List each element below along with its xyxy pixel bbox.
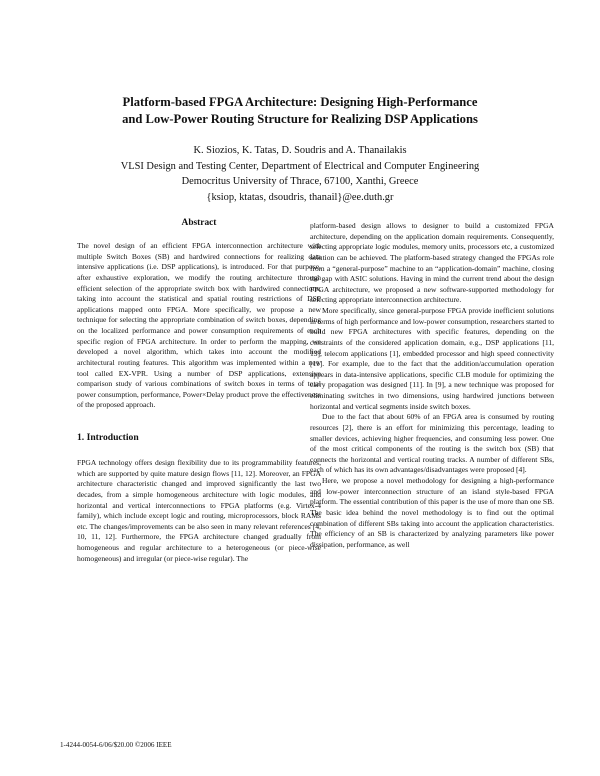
abstract-text: The novel design of an efficient FPGA interconnection architecture with multiple Switch Boxes (SB) and hardwired connections for realizing data intensive applications (i.e. DSP applications), is introduced. For that purpose, after exhaustive exploration, we modify the routing architecture through efficient selection of the appropriate switch box with hardwired connections, taking into account the statistical and spatial routing restrictions of DSP applications mapped onto FPGA. More specifically, we propose a new technique for selecting the appropriate combination of switch boxes, depending on the localized performance and power consumption requirements of each specific region of FPGA architecture. In order to perform the mapping, we developed a novel algorithm, which takes into account the modified architectural routing features. This algorithm was implemented within a new tool called EX-VPR. Using a number of DSP applications, extensive comparison study of various combinations of switch boxes in terms of total power consumption, performance, Power×Delay product prove the effectiveness of the proposed approach. (77, 241, 321, 410)
left-column (77, 217, 321, 564)
introduction-heading: 1. Introduction (77, 432, 139, 443)
intro-paragraph-2: platform-based design allows to designer to build a customized FPGA architecture, depending on the application domain requirements. Consequently, selecting appropriate logic modules, memory units, processors etc, a customized solution can be achieved. The platform-based strategy changed the FPGAs role from a “general-purpose” machine to an “application-domain” machine, closing the gap with ASIC solutions. Having in mind the current trend about the design FPGA architecture, we proposed a new software-supported methodology for selecting appropriate interconnection architecture. (310, 221, 554, 305)
author-university: Democritus University of Thrace, 67100, Xanthi, Greece (181, 176, 419, 187)
intro-paragraph-1: FPGA technology offers design flexibility due to its programmability features, which are supported by quite mature design flows [11, 12]. Moreover, an FPGA architecture characteristic changed and improved significantly the last two decades, from a simple homogeneous architecture with logic modules, and horizontal and vertical interconnections to FPGA platforms (e.g. Virtex-4 family), which include except logic and routing, microprocessors, block RAMs etc. The changes/improvements can be also seen in many relevant references [4, 10, 11, 12]. Furthermore, the FPGA architecture changed gradually from homogeneous and regular architecture to a heterogeneous (or piece-wise homogeneous) and irregular (or piece-wise regular). The (77, 458, 321, 563)
abstract-heading: Abstract (181, 218, 217, 228)
author-names: K. Siozios, K. Tatas, D. Soudris and A. Thanailakis (193, 145, 407, 156)
title-line-1: Platform-based FPGA Architecture: Designing High-Performance (122, 95, 478, 109)
author-affiliation: VLSI Design and Testing Center, Department of Electrical and Computer Engineering (120, 160, 480, 172)
author-block (60, 143, 540, 205)
author-emails: {ksiop, ktatas, dsoudris, thanail}@ee.duth.gr (206, 191, 394, 203)
intro-paragraph-4: Due to the fact that about 60% of an FPGA area is consumed by routing resources [2], there is an effort for minimizing this percentage, leading to smaller devices, achieving higher frequencies, and consuming less power. One of the most critical components of the routing is the switch box (SB) that connects the horizontal and vertical routing tracks. A number of different SBs, each of which has its own advantages/disadvantages were proposed [4]. (310, 412, 554, 475)
intro-paragraph-3: More specifically, since general-purpose FPGA provide inefficient solutions in terms of high performance and low-power consumption, researchers started to build new FPGA architectures with specific features, depending on the constraints of the considered application domain, e.g., DSP applications [11, 13], telecom applications [1], embedded processor and high speed connectivity [11]. For example, due to the fact that the addition/accumulation operation appears in data-intensive applications, specific CLB module for optimizing the carry propagation was designed [11]. In [9], a new technique was proposed for eliminating switches in two dimensions, using hardwired junctions between horizontal and vertical segments inside switch boxes. (310, 306, 554, 411)
copyright-footer: 1-4244-0054-6/06/$20.00 ©2006 IEEE (60, 741, 172, 749)
paper-title (60, 94, 540, 128)
right-column (310, 221, 554, 550)
title-line-2: and Low-Power Routing Structure for Realizing DSP Applications (122, 112, 478, 126)
intro-paragraph-5: Here, we propose a novel methodology for designing a high-performance and low-power interconnection structure of an island style-based FPGA platform. The essential contribution of this paper is the use of more than one SB. The basic idea behind the novel methodology is to find out the optimal combination of different SBs taking into account the application characteristics. The efficiency of an SB is characterized by analyzing parameters like power dissipation, performance, as well (310, 476, 554, 549)
